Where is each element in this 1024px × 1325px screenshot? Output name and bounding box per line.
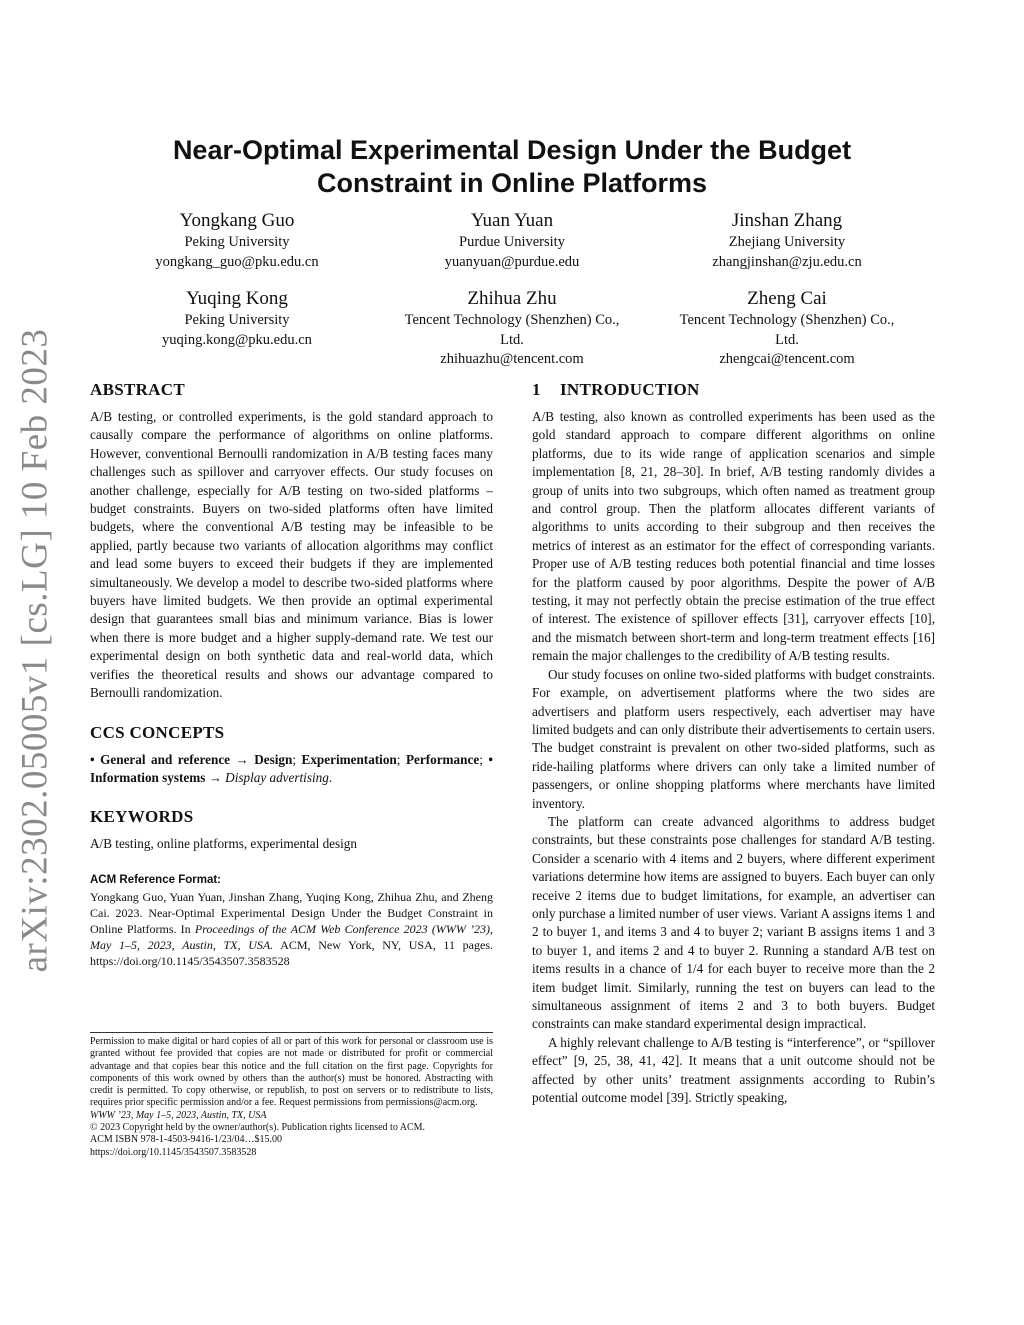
acm-reference — [90, 874, 493, 969]
ccs-arrow: → — [205, 769, 226, 785]
permission-notice: Permission to make digital or hard copies of all or part of this work for personal or classroom use is granted without fee provided that copies are not made or distributed for profit or commercial advantage and that copies bear this notice and the full citation on the first page. Copyrights for components of this work owned by others than the author(s) must be honored. Abstracting with credit is permitted. To copy otherwise, or republish, to post on servers or to redistribute to lists, requires prior specific permission and/or a fee. Request permissions from permissions@acm.org. — [90, 1036, 493, 1109]
author-name: Zheng Cai — [747, 288, 827, 309]
left-column — [90, 380, 493, 969]
title-line-1: Near-Optimal Experimental Design Under the Budget — [172, 135, 852, 165]
author-name: Jinshan Zhang — [731, 210, 843, 231]
copyright-footnote — [90, 1032, 493, 1159]
title-line-2: Constraint in Online Platforms — [316, 168, 708, 198]
paper-title — [100, 134, 924, 200]
author-name: Yongkang Guo — [179, 210, 295, 231]
copyright-line: © 2023 Copyright held by the owner/author(s). Publication rights licensed to ACM. — [90, 1122, 426, 1134]
intro-paragraph: The platform can create advanced algorithms to address budget constraints, but these constraints pose challenges for standard A/B testing. Consider a scenario with 4 items and 2 buyers, where different experiment variations determine how items are assigned to buyers. Each buyer can only receive 2 items due to budget limitations, for example, an advertiser can only purchase a limited number of user views. Variant A assigns items 1 and 2 to buyer 1, and items 3 and 4 to buyer 2; variant B assigns items 1 and 3 to buyer 1, and items 2 and 4 to buyer 2. Running a standard A/B test on items results in a chance of 1/4 for each buyer to receive more than the 2 item budget limit. Similarly, running the test on buyers can lead to the simultaneous assignment of items 2 and 3 to both buyers. Budget constraints can make standard experimental design impractical. — [532, 813, 935, 1032]
right-column — [532, 380, 935, 1107]
ccs-term: Experimentation — [301, 751, 397, 767]
author-affiliation: Zhejiang University — [728, 234, 846, 250]
arxiv-sidebar — [10, 328, 60, 972]
author-block — [367, 286, 657, 370]
author-affiliation: Tencent Technology (Shenzhen) Co., — [404, 312, 620, 328]
author-block — [92, 208, 382, 272]
abstract-text: A/B testing, or controlled experiments, is the gold standard approach to causally compare the performance of algorithms on online platforms. However, conventional Bernoulli randomization in A/B testing faces many challenges such as spillover and carryover effects. Our study focuses on another challenge, especially for A/B testing on two-sided platforms – budget constraints. Buyers on two-sided platforms often have limited budgets, where the conventional A/B testing may be infeasible to be applied, partly because two variants of allocation algorithms may conflict and lead some buyers to exceed their budgets if they are implemented simultaneously. We develop a model to describe two-sided platforms where buyers have limited budgets. We then provide an optimal experimental design that guarantees small bias and minimum variance. Bias is lower when there is more budget and a higher supply-demand rate. We test our experimental design on both synthetic data and real-world data, which verifies the theoretical results and shows our advantage compared to Bernoulli randomization. — [90, 409, 493, 701]
author-name: Yuqing Kong — [186, 288, 288, 309]
acm-reference-part1: Yongkang Guo, Yuan Yuan, Jinshan Zhang, Yuqing Kong, Zhihua Zhu, and Zheng Cai. 2023. Near-Optimal Experimental Design Under the Budget Constraint in Online Platforms. In — [90, 889, 493, 936]
ccs-term: • General and reference — [90, 751, 231, 767]
author-email: yuanyuan@purdue.edu — [444, 253, 580, 270]
intro-paragraph: Our study focuses on online two-sided platforms with budget constraints. For example, on advertisement platforms where the two sides are advertisers and platform users respectively, each advertiser may have limited budgets and can only distribute their advertisements to certain users. The budget constraint is prevalent on other two-sided platforms, such as ride-hailing platforms where drivers can only take a limited number of passengers, or online shopping platforms where merchants have limited inventory. — [532, 666, 935, 811]
acm-reference-venue: Proceedings of the ACM Web Conference 2023 (WWW ’23), May 1–5, 2023, Austin, TX, USA. — [90, 921, 493, 952]
acm-reference-part2: ACM, New York, NY, USA, 11 pages. https://doi.org/10.1145/3543507.3583528 — [90, 937, 493, 968]
conference-line: WWW ’23, May 1–5, 2023, Austin, TX, USA — [90, 1109, 267, 1121]
author-name: Zhihua Zhu — [467, 288, 557, 309]
author-email: zhangjinshan@zju.edu.cn — [712, 253, 862, 270]
author-affiliation: Purdue University — [459, 234, 565, 250]
author-block — [92, 286, 382, 350]
author-email: yongkang_guo@pku.edu.cn — [155, 253, 319, 270]
ccs-concepts — [90, 751, 493, 788]
keywords-heading: KEYWORDS — [90, 807, 194, 827]
author-affiliation-cont: Ltd. — [775, 331, 799, 348]
arxiv-identifier: arXiv:2302.05005v1 [cs.LG] 10 Feb 2023 — [14, 328, 56, 972]
intro-paragraph: A highly relevant challenge to A/B testing is “interference”, or “spillover effect” [9, 25, 38, 41, 42]. It means that a unit outcome should not be affected by other units’ treatment assignments according to Rubin’s potential outcome model [39]. Strictly speaking, — [532, 1034, 935, 1106]
author-email: yuqing.kong@pku.edu.cn — [162, 331, 312, 348]
doi-link[interactable]: https://doi.org/10.1145/3543507.3583528 — [90, 1146, 257, 1158]
author-block — [642, 208, 932, 272]
acm-reference-text — [90, 889, 493, 969]
author-affiliation: Tencent Technology (Shenzhen) Co., — [679, 312, 895, 328]
ccs-separator: ; — [479, 751, 489, 767]
acm-reference-heading: ACM Reference Format: — [90, 873, 221, 886]
section-title: INTRODUCTION — [560, 380, 700, 399]
ccs-term: Design — [254, 751, 293, 767]
ccs-separator: ; — [292, 751, 302, 767]
author-block — [642, 286, 932, 370]
intro-heading — [532, 380, 935, 400]
keywords-text: A/B testing, online platforms, experimental design — [90, 836, 357, 852]
ccs-end: . — [328, 769, 333, 785]
author-email: zhihuazhu@tencent.com — [440, 351, 584, 367]
ccs-term: Performance — [405, 751, 480, 767]
section-number: 1 — [532, 380, 541, 399]
author-block — [367, 208, 657, 272]
author-email: zhengcai@tencent.com — [719, 351, 855, 367]
ccs-heading: CCS CONCEPTS — [90, 722, 225, 742]
ccs-term: • Information systems — [90, 751, 493, 785]
intro-paragraph: A/B testing, also known as controlled experiments has been used as the gold standard approach to compare different algorithms on online platforms, due to its wide range of application scenarios and simple implementation [8, 21, 28–30]. In brief, A/B testing randomly divides a group of units into two subgroups, which often named as treatment group and control group. Then the platform allocates different variants of algorithms to units according to their subgroup and then receives the metrics of interest as an estimator for the effect of corresponding variants. Proper use of A/B testing reduces both potential financial and time losses for the platform caused by poor algorithms. Despite the power of A/B testing, it may not perfectly obtain the precise estimation of the true effect of interest. The existence of spillover effects [31], carryover effects [10], and the mismatch between short-term and long-term treatment effects [16] remain the major challenges to the credibility of A/B testing results. — [532, 409, 935, 664]
ccs-term: Display advertising — [225, 769, 329, 785]
author-affiliation: Peking University — [184, 234, 290, 250]
abstract-heading: ABSTRACT — [90, 380, 185, 399]
isbn-line: ACM ISBN 978-1-4503-9416-1/23/04…$15.00 — [90, 1134, 282, 1146]
ccs-arrow: → — [230, 751, 255, 767]
author-affiliation-cont: Ltd. — [500, 331, 524, 348]
author-affiliation: Peking University — [184, 312, 290, 328]
ccs-separator: ; — [396, 751, 406, 767]
author-name: Yuan Yuan — [470, 210, 554, 231]
